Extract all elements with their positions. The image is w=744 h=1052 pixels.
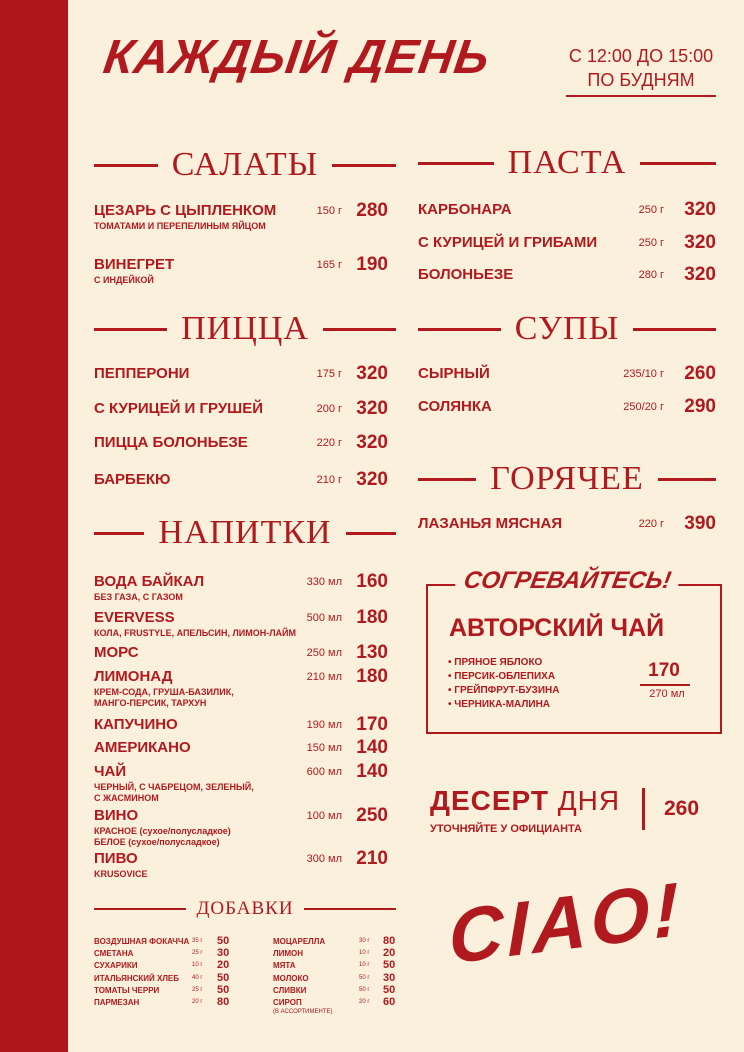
- section-title: ПИЦЦА: [181, 310, 309, 347]
- menu-item: [94, 668, 388, 708]
- addon-name: СЛИВКИ: [273, 985, 307, 995]
- menu-item: [94, 807, 388, 847]
- addon-item: [94, 961, 233, 973]
- item-price: 210: [356, 848, 388, 869]
- item-name: ЦЕЗАРЬ С ЦЫПЛЕНКОМ: [94, 202, 277, 219]
- addon-name: СМЕТАНА: [94, 949, 134, 959]
- item-weight: 220 г: [638, 518, 664, 530]
- item-description: С ИНДЕЙКОЙ: [94, 275, 154, 285]
- item-name: МОРС: [94, 644, 139, 661]
- section-pizza: [94, 310, 396, 348]
- item-description: ЧЕРНЫЙ, С ЧАБРЕЦОМ, ЗЕЛЕНЫЙ, С ЖАСМИНОМ: [94, 782, 254, 803]
- item-weight: 210 г: [316, 474, 342, 486]
- item-name: КАПУЧИНО: [94, 716, 178, 733]
- addon-item: [273, 996, 399, 1015]
- section-salads: [94, 146, 396, 184]
- addon-weight: 50 г: [359, 974, 370, 981]
- item-weight: 300 мл: [306, 853, 342, 865]
- item-weight: 250 мл: [306, 647, 342, 659]
- addon-weight: 50 г: [359, 986, 370, 993]
- addon-weight: 10 г: [359, 950, 370, 957]
- addon-price: 50: [217, 971, 230, 984]
- item-price: 320: [356, 469, 388, 490]
- item-name: ПЕППЕРОНИ: [94, 365, 190, 382]
- addon-weight: 20 г: [359, 999, 370, 1005]
- item-name: КАРБОНАРА: [418, 201, 512, 218]
- item-price: 180: [356, 666, 388, 687]
- addon-name: СУХАРИКИ: [94, 961, 138, 971]
- item-price: 170: [356, 714, 388, 735]
- ciao-logo: CIAO!: [448, 866, 684, 981]
- addon-price: 80: [217, 996, 230, 1008]
- item-price: 250: [356, 805, 388, 826]
- tea-price: 170: [648, 660, 680, 681]
- addon-weight: 30 г: [359, 938, 370, 944]
- item-name: ПИЦЦА БОЛОНЬЕЗЕ: [94, 434, 248, 451]
- menu-item: [94, 573, 388, 613]
- item-price: 320: [684, 232, 716, 253]
- tea-price-divider: [640, 684, 690, 686]
- page-title: КАЖДЫЙ ДЕНЬ: [100, 31, 494, 84]
- addon-item: [94, 983, 233, 998]
- item-price: 190: [356, 254, 388, 275]
- item-name: СОЛЯНКА: [418, 398, 492, 415]
- addon-name: МОЛОКО: [273, 973, 309, 983]
- hours-block: [566, 44, 716, 97]
- addon-weight: 10 г: [192, 962, 203, 969]
- menu-item: [94, 850, 388, 890]
- item-description: КОЛА, FRUSTYLE, АПЕЛЬСИН, ЛИМОН-ЛАЙМ: [94, 628, 297, 638]
- menu-item: [94, 256, 388, 296]
- addon-weight: 10 г: [359, 962, 370, 969]
- item-weight: 600 мл: [306, 766, 342, 778]
- hours-time: С 12:00 ДО 15:00: [568, 46, 714, 66]
- item-weight: 200 г: [316, 403, 342, 415]
- dessert-note: УТОЧНЯЙТЕ У ОФИЦИАНТА: [430, 823, 582, 835]
- item-description: БЕЗ ГАЗА, С ГАЗОМ: [94, 592, 183, 602]
- tea-item: • ПЕРСИК-ОБЛЕПИХА: [448, 671, 556, 682]
- addon-price: 50: [217, 983, 230, 996]
- section-drinks: [94, 514, 396, 552]
- tea-banner: СОГРЕВАЙТЕСЬ!: [454, 567, 682, 595]
- addon-price: 20: [383, 947, 396, 960]
- item-description: КРАСНОЕ (сухое/полусладкое) БЕЛОЕ (сухое/полусладкое): [94, 826, 231, 847]
- item-weight: 100 мл: [306, 810, 342, 822]
- addon-weight: 40 г: [192, 974, 203, 981]
- item-price: 320: [356, 398, 388, 419]
- menu-item: [94, 609, 388, 649]
- item-price: 140: [356, 737, 388, 758]
- addon-item: [273, 937, 399, 949]
- item-price: 290: [684, 396, 716, 417]
- item-name: EVERVESS: [94, 609, 175, 626]
- item-description: KRUSOVICE: [94, 869, 148, 879]
- addon-name: СИРОП: [273, 998, 302, 1007]
- tea-item: • ПРЯНОЕ ЯБЛОКО: [448, 657, 543, 668]
- item-name: ВИНО: [94, 807, 139, 824]
- addon-item: [273, 983, 399, 998]
- addon-name: ИТАЛЬЯНСКИЙ ХЛЕБ: [94, 973, 180, 983]
- section-title: НАПИТКИ: [158, 514, 332, 551]
- addon-weight: 20 г: [192, 999, 203, 1005]
- item-weight: 150 мл: [306, 742, 342, 754]
- item-weight: 500 мл: [306, 612, 342, 624]
- dessert-title-light: ДНЯ: [557, 785, 621, 816]
- section-addons: [94, 898, 396, 920]
- section-title: ДОБАВКИ: [196, 898, 294, 919]
- item-weight: 150 г: [316, 205, 342, 217]
- item-price: 320: [356, 432, 388, 453]
- addon-price: 20: [217, 959, 230, 972]
- item-price: 140: [356, 761, 388, 782]
- item-weight: 250/20 г: [623, 401, 664, 413]
- item-weight: 330 мл: [306, 576, 342, 588]
- item-price: 260: [684, 363, 716, 384]
- item-name: ЛАЗАНЬЯ МЯСНАЯ: [418, 515, 563, 532]
- item-weight: 250 г: [638, 237, 664, 249]
- item-price: 130: [356, 642, 388, 663]
- tea-title: АВТОРСКИЙ ЧАЙ: [449, 614, 665, 642]
- hours-days: ПО БУДНЯМ: [587, 70, 695, 90]
- item-name: ВИНЕГРЕТ: [94, 256, 175, 273]
- addon-price: 30: [217, 947, 230, 960]
- tea-item: • ГРЕЙПФРУТ-БУЗИНА: [448, 685, 560, 696]
- item-price: 390: [684, 513, 716, 534]
- addon-name: МОЦАРЕЛЛА: [273, 937, 326, 946]
- tea-item: • ЧЕРНИКА-МАЛИНА: [448, 699, 551, 710]
- item-name: ЛИМОНАД: [94, 668, 173, 685]
- addon-name: ЛИМОН: [273, 949, 304, 959]
- item-price: 280: [356, 200, 388, 221]
- item-price: 160: [356, 571, 388, 592]
- item-name: С КУРИЦЕЙ И ГРИБАМИ: [418, 234, 598, 251]
- addon-note: (В АССОРТИМЕНТЕ): [273, 1009, 333, 1015]
- item-name: АМЕРИКАНО: [94, 739, 191, 756]
- addon-item: [273, 961, 399, 973]
- addon-weight: 25 г: [192, 986, 203, 993]
- item-weight: 175 г: [316, 368, 342, 380]
- addon-price: 50: [217, 935, 230, 947]
- side-strip: [0, 0, 68, 1052]
- addon-price: 50: [383, 983, 396, 996]
- item-name: С КУРИЦЕЙ И ГРУШЕЙ: [94, 400, 264, 417]
- dessert-title-bold: ДЕСЕРТ: [430, 785, 549, 816]
- addon-item: [273, 971, 399, 986]
- dessert-divider: [642, 788, 645, 830]
- addon-name: ТОМАТЫ ЧЕРРИ: [94, 985, 160, 995]
- menu-item: [94, 202, 388, 242]
- item-price: 180: [356, 607, 388, 628]
- addon-item: [94, 949, 233, 961]
- item-name: ПИВО: [94, 850, 138, 867]
- dessert-price: 260: [664, 797, 700, 820]
- item-weight: 250 г: [638, 204, 664, 216]
- addon-weight: 35 г: [192, 938, 203, 944]
- dessert-title: [430, 785, 620, 817]
- section-pasta: [418, 144, 716, 182]
- menu-item: [94, 763, 388, 803]
- item-price: 320: [684, 199, 716, 220]
- item-name: БАРБЕКЮ: [94, 471, 171, 488]
- addon-price: 30: [383, 971, 396, 984]
- addon-price: 60: [383, 996, 396, 1008]
- addon-item: [94, 937, 233, 949]
- addon-name: ПАРМЕЗАН: [94, 998, 140, 1007]
- addon-item: [94, 971, 233, 986]
- addon-item: [273, 949, 399, 961]
- addon-item: [94, 998, 233, 1010]
- section-title: ПАСТА: [507, 144, 627, 181]
- item-weight: 190 мл: [306, 719, 342, 731]
- menu-item: [94, 365, 388, 405]
- item-description: ТОМАТАМИ И ПЕРЕПЕЛИНЫМ ЯЙЦОМ: [94, 221, 266, 231]
- menu-item: [94, 434, 388, 474]
- item-weight: 165 г: [316, 259, 342, 271]
- tea-volume: 270 мл: [649, 688, 685, 700]
- section-title: САЛАТЫ: [171, 146, 319, 183]
- item-name: СЫРНЫЙ: [418, 365, 490, 382]
- item-name: БОЛОНЬЕЗЕ: [418, 266, 514, 283]
- menu-item: [94, 471, 388, 511]
- section-title: СУПЫ: [514, 310, 620, 347]
- section-hot: [418, 460, 716, 498]
- menu-item: [418, 515, 716, 555]
- addon-weight: 25 г: [192, 950, 203, 957]
- addon-name: ВОЗДУШНАЯ ФОКАЧЧА: [94, 937, 190, 946]
- addon-name: МЯТА: [273, 961, 296, 971]
- menu-item: [418, 266, 716, 306]
- item-name: ЧАЙ: [94, 763, 127, 780]
- item-description: КРЕМ-СОДА, ГРУША-БАЗИЛИК, МАНГО-ПЕРСИК, ТАРХУН: [94, 687, 234, 708]
- addon-price: 80: [383, 935, 396, 947]
- item-weight: 210 мл: [306, 671, 342, 683]
- item-name: ВОДА БАЙКАЛ: [94, 573, 205, 590]
- hours-underline: [566, 95, 716, 97]
- menu-item: [418, 398, 716, 438]
- section-title: ГОРЯЧЕЕ: [490, 460, 644, 497]
- item-price: 320: [684, 264, 716, 285]
- addon-price: 50: [383, 959, 396, 972]
- item-price: 320: [356, 363, 388, 384]
- item-weight: 235/10 г: [623, 368, 664, 380]
- item-weight: 280 г: [638, 269, 664, 281]
- section-soups: [418, 310, 716, 348]
- item-weight: 220 г: [316, 437, 342, 449]
